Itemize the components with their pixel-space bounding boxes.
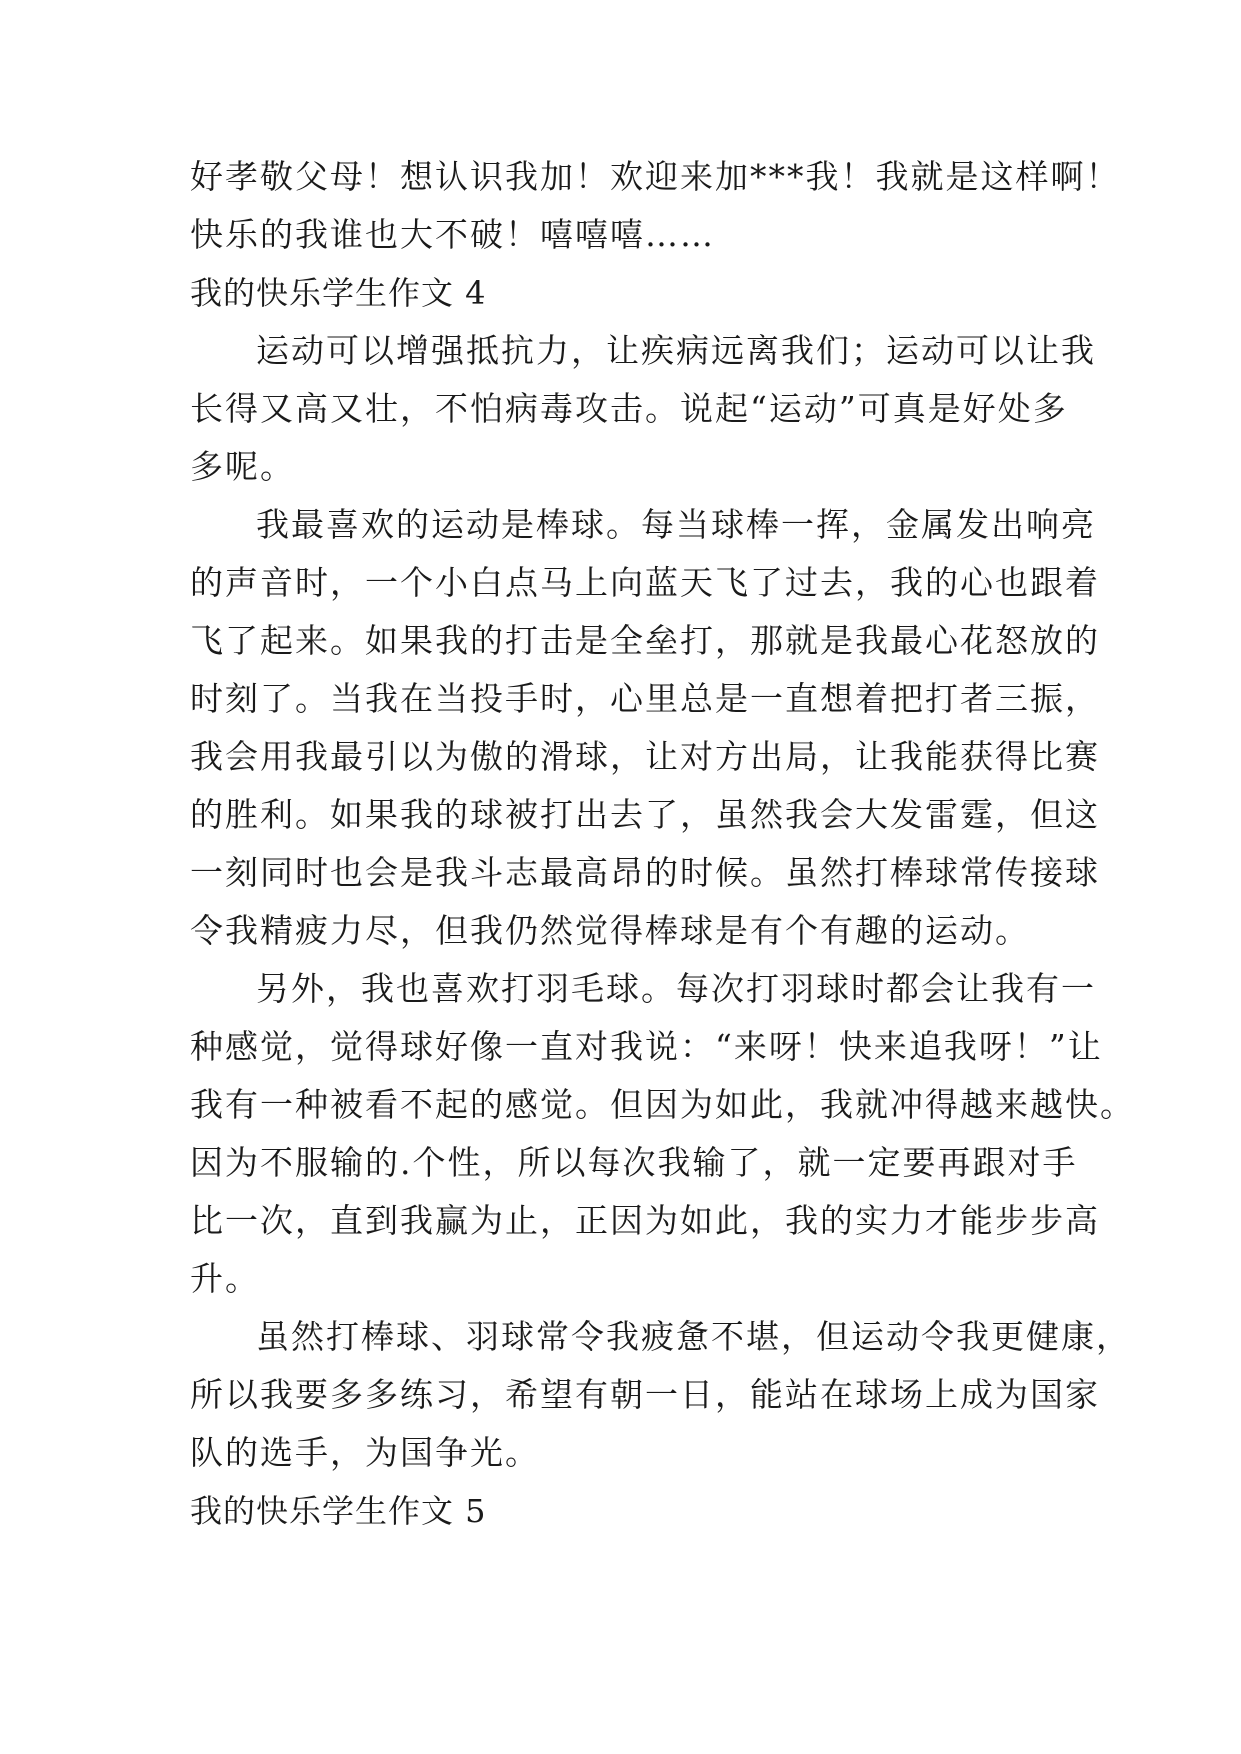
paragraph-line: 升。 <box>190 1259 260 1298</box>
intro-line: 快乐的我谁也大不破！嘻嘻嘻…… <box>190 215 715 254</box>
paragraph-line: 所以我要多多练习，希望有朝一日，能站在球场上成为国家 <box>190 1375 1100 1414</box>
paragraph-line: 种感觉，觉得球好像一直对我说：“来呀！快来追我呀！”让 <box>190 1027 1103 1066</box>
section-heading: 我的快乐学生作文 4 <box>190 274 487 312</box>
paragraph-line: 我会用我最引以为傲的滑球，让对方出局，让我能获得比赛 <box>190 737 1100 776</box>
paragraph-line: 多呢。 <box>190 447 295 486</box>
intro-line: 好孝敬父母！想认识我加！欢迎来加***我！我就是这样啊！ <box>190 157 1121 196</box>
paragraph-line: 我最喜欢的运动是棒球。每当球棒一挥，金属发出响亮 <box>256 505 1096 544</box>
paragraph-line: 队的选手，为国争光。 <box>190 1433 540 1472</box>
paragraph-line: 我有一种被看不起的感觉。但因为如此，我就冲得越来越快。 <box>190 1085 1135 1124</box>
document-page <box>190 148 1135 1540</box>
paragraph-line: 时刻了。当我在当投手时，心里总是一直想着把打者三振， <box>190 679 1100 718</box>
paragraph-line: 另外，我也喜欢打羽毛球。每次打羽球时都会让我有一 <box>256 969 1096 1008</box>
section-heading: 我的快乐学生作文 5 <box>190 1492 487 1530</box>
paragraph-line: 飞了起来。如果我的打击是全垒打，那就是我最心花怒放的 <box>190 621 1100 660</box>
paragraph-line: 比一次，直到我赢为止，正因为如此，我的实力才能步步高 <box>190 1201 1100 1240</box>
paragraph-line: 虽然打棒球、羽球常令我疲惫不堪，但运动令我更健康， <box>256 1317 1131 1356</box>
paragraph-line: 令我精疲力尽，但我仍然觉得棒球是有个有趣的运动。 <box>190 911 1030 950</box>
paragraph-line: 一刻同时也会是我斗志最高昂的时候。虽然打棒球常传接球 <box>190 853 1100 892</box>
paragraph-line: 运动可以增强抵抗力，让疾病远离我们；运动可以让我 <box>256 331 1096 370</box>
paragraph-line: 的胜利。如果我的球被打出去了，虽然我会大发雷霆，但这 <box>190 795 1100 834</box>
paragraph-line: 因为不服输的.个性，所以每次我输了，就一定要再跟对手 <box>190 1143 1078 1182</box>
paragraph-line: 的声音时，一个小白点马上向蓝天飞了过去，我的心也跟着 <box>190 563 1100 602</box>
paragraph-line: 长得又高又壮，不怕病毒攻击。说起“运动”可真是好处多 <box>190 389 1068 428</box>
